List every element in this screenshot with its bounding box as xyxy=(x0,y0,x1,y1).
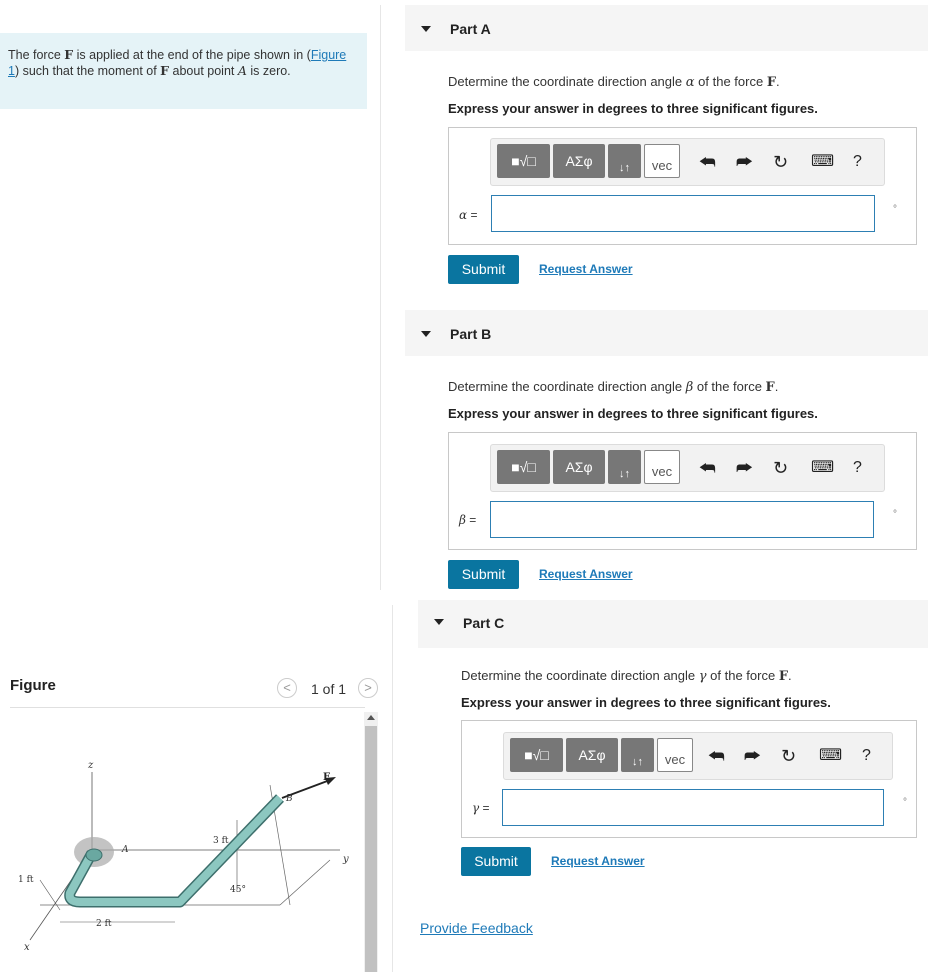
undo-icon[interactable]: ⮪ xyxy=(708,746,725,766)
reset-icon[interactable]: ↻ xyxy=(773,458,789,478)
submit-button[interactable]: Submit xyxy=(461,847,531,876)
dim-line xyxy=(40,880,60,910)
math-toolbar xyxy=(503,732,893,780)
greek-button[interactable]: ΑΣφ xyxy=(553,450,605,484)
ref-line xyxy=(280,860,330,905)
arrows-updown-icon: ↓↑ xyxy=(632,756,643,768)
root-template-icon: ■√□ xyxy=(511,459,536,475)
vector-button[interactable]: vec xyxy=(657,738,693,772)
dim-1ft: 1 ft xyxy=(18,875,34,885)
question-text: Determine the coordinate direction angle α of the force F. xyxy=(448,74,780,90)
degree-unit: ° xyxy=(893,204,897,215)
variable-label: β = xyxy=(459,513,477,527)
root-template-icon: ■√□ xyxy=(511,153,536,169)
figure-scrollbar[interactable] xyxy=(364,712,378,972)
greek-button[interactable]: ΑΣφ xyxy=(553,144,605,178)
part-title: Part B xyxy=(450,326,492,342)
dim-2ft: 2 ft xyxy=(96,919,112,929)
point-b-label: B xyxy=(286,794,293,804)
keyboard-icon[interactable]: ⌨ xyxy=(811,459,835,476)
z-label: z xyxy=(88,760,94,771)
part-title: Part A xyxy=(450,21,491,37)
figure-divider xyxy=(10,707,365,708)
dim-3ft: 3 ft xyxy=(213,836,229,846)
provide-feedback-link[interactable]: Provide Feedback xyxy=(420,920,533,936)
request-answer-link[interactable]: Request Answer xyxy=(539,567,633,581)
request-answer-link[interactable]: Request Answer xyxy=(539,262,633,276)
part-c-header[interactable] xyxy=(418,600,928,648)
vector-button[interactable]: vec xyxy=(644,144,680,178)
keyboard-icon[interactable]: ⌨ xyxy=(811,153,835,170)
pipe-figure xyxy=(0,710,362,972)
help-button[interactable]: ? xyxy=(853,153,862,170)
answer-input[interactable] xyxy=(502,789,884,826)
answer-input[interactable] xyxy=(490,501,874,538)
scroll-thumb[interactable] xyxy=(365,726,377,972)
answer-input[interactable] xyxy=(491,195,875,232)
redo-icon[interactable]: ⮫ xyxy=(736,458,753,478)
part-b-header[interactable] xyxy=(405,310,928,356)
instruction: Express your answer in degrees to three significant figures. xyxy=(448,101,818,116)
redo-icon[interactable]: ⮫ xyxy=(744,746,761,766)
y-label: y xyxy=(343,854,349,865)
column-divider xyxy=(380,5,381,590)
submit-button[interactable]: Submit xyxy=(448,255,519,284)
collapse-caret-icon[interactable] xyxy=(421,331,431,337)
help-button[interactable]: ? xyxy=(853,459,862,476)
arrows-updown-icon: ↓↑ xyxy=(619,162,630,174)
prev-figure-button[interactable]: < xyxy=(277,678,297,698)
reset-icon[interactable]: ↻ xyxy=(781,746,797,766)
column-divider-lower xyxy=(392,605,393,972)
part-title: Part C xyxy=(463,615,505,631)
point-a-label: A xyxy=(122,845,129,855)
figure-title: Figure xyxy=(10,677,56,694)
degree-unit: ° xyxy=(903,797,907,808)
undo-icon[interactable]: ⮪ xyxy=(699,152,716,172)
answer-box xyxy=(461,720,917,838)
answer-box xyxy=(448,432,917,550)
next-figure-button[interactable]: > xyxy=(358,678,378,698)
question-text: Determine the coordinate direction angle β of the force F. xyxy=(448,379,779,395)
question-text: Determine the coordinate direction angle γ of the force F. xyxy=(461,668,792,684)
figure-pager: 1 of 1 xyxy=(311,681,347,697)
templates-button[interactable] xyxy=(497,144,550,178)
reset-icon[interactable]: ↻ xyxy=(773,152,789,172)
math-toolbar xyxy=(490,138,885,186)
help-button[interactable]: ? xyxy=(862,747,871,764)
variable-label: α = xyxy=(459,208,478,222)
pipe-flange xyxy=(86,849,102,861)
math-toolbar xyxy=(490,444,885,492)
figure-link[interactable]: Figure 1 xyxy=(8,48,347,78)
root-template-icon: ■√□ xyxy=(524,747,549,763)
collapse-caret-icon[interactable] xyxy=(434,619,444,625)
templates-button[interactable] xyxy=(497,450,550,484)
vector-button[interactable]: vec xyxy=(644,450,680,484)
degree-unit: ° xyxy=(893,509,897,520)
problem-statement: The force F is applied at the end of the pipe shown in (Figure 1) such that the moment of F about point A is zero. xyxy=(0,33,367,109)
undo-icon[interactable]: ⮪ xyxy=(699,458,716,478)
variable-label: γ = xyxy=(472,801,490,815)
part-a-header[interactable] xyxy=(405,5,928,51)
templates-button[interactable] xyxy=(510,738,563,772)
subscript-button[interactable] xyxy=(608,450,641,484)
instruction: Express your answer in degrees to three significant figures. xyxy=(461,695,831,710)
arrows-updown-icon: ↓↑ xyxy=(619,468,630,480)
greek-button[interactable]: ΑΣφ xyxy=(566,738,618,772)
submit-button[interactable]: Submit xyxy=(448,560,519,589)
collapse-caret-icon[interactable] xyxy=(421,26,431,32)
keyboard-icon[interactable]: ⌨ xyxy=(819,747,843,764)
scroll-up-icon[interactable] xyxy=(367,715,375,720)
subscript-button[interactable] xyxy=(621,738,654,772)
answer-box xyxy=(448,127,917,245)
x-label: x xyxy=(24,942,30,953)
subscript-button[interactable] xyxy=(608,144,641,178)
instruction: Express your answer in degrees to three significant figures. xyxy=(448,406,818,421)
angle-label: 45° xyxy=(230,885,246,895)
force-label: F xyxy=(323,772,331,783)
request-answer-link[interactable]: Request Answer xyxy=(551,854,645,868)
redo-icon[interactable]: ⮫ xyxy=(736,152,753,172)
